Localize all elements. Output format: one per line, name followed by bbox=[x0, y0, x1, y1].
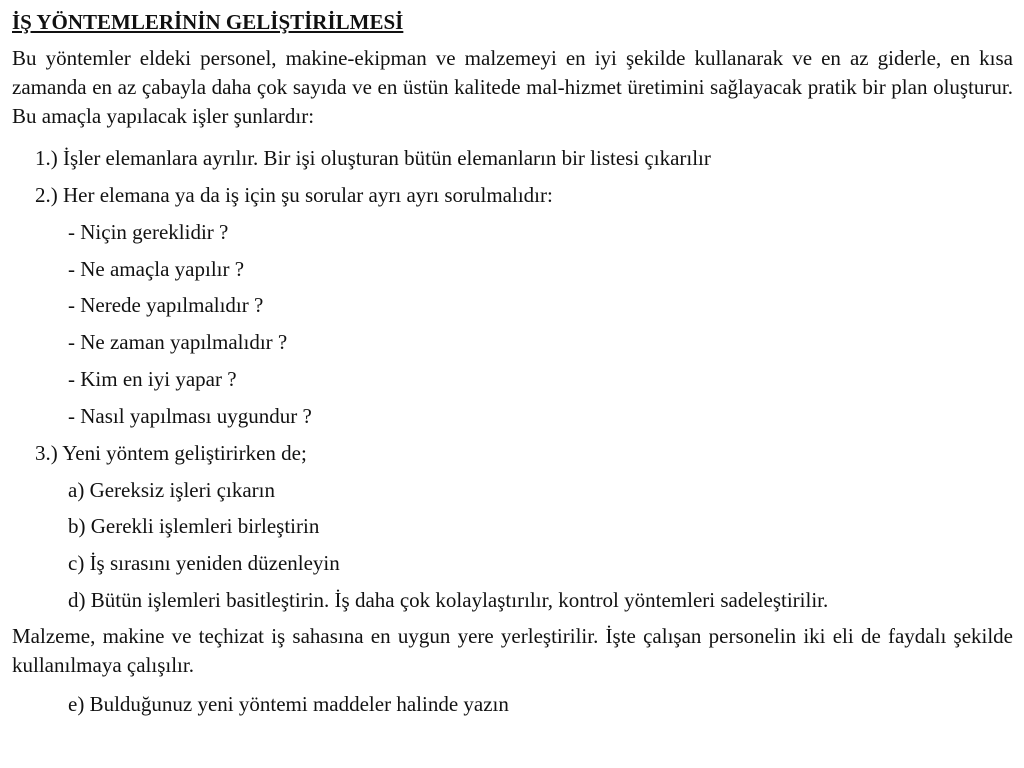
step-2: 2.) Her elemana ya da iş için şu sorular ayrı ayrı sorulmalıdır: bbox=[35, 183, 553, 207]
page-title: İŞ YÖNTEMLERİNİN GELİŞTİRİLMESİ bbox=[12, 10, 404, 34]
closing-paragraph: Malzeme, makine ve teçhizat iş sahasına en uygun yere yerleştirilir. İşte çalışan personelin iki eli de faydalı şekilde kullanılmaya çalışılır. bbox=[12, 624, 1013, 677]
sub-item: d) Bütün işlemleri basitleştirin. İş daha çok kolaylaştırılır, kontrol yöntemleri sadeleştirilir. bbox=[68, 588, 829, 612]
final-item: e) Bulduğunuz yeni yöntemi maddeler halinde yazın bbox=[68, 692, 509, 716]
question-item: - Ne zaman yapılmalıdır ? bbox=[68, 330, 288, 354]
step-3: 3.) Yeni yöntem geliştirirken de; bbox=[35, 441, 307, 465]
sub-item: b) Gerekli işlemleri birleştirin bbox=[68, 514, 320, 538]
step-1: 1.) İşler elemanlara ayrılır. Bir işi oluşturan bütün elemanların bir listesi çıkarılır bbox=[35, 146, 711, 170]
question-item: - Ne amaçla yapılır ? bbox=[68, 257, 245, 281]
sub-item: a) Gereksiz işleri çıkarın bbox=[68, 478, 275, 502]
question-item: - Niçin gereklidir ? bbox=[68, 220, 229, 244]
question-item: - Nerede yapılmalıdır ? bbox=[68, 293, 264, 317]
intro-paragraph: Bu yöntemler eldeki personel, makine-ekipman ve malzemeyi en iyi şekilde kullanarak ve en az giderle, en kısa zamanda en az çabayla daha çok sayıda ve en üstün kalitede mal-hizmet üretimini sağlayacak pratik bir plan oluşturur. Bu amaçla yapılacak işler şunlardır: bbox=[12, 46, 1013, 128]
sub-item: c) İş sırasını yeniden düzenleyin bbox=[68, 551, 340, 575]
question-item: - Nasıl yapılması uygundur ? bbox=[68, 404, 312, 428]
question-item: - Kim en iyi yapar ? bbox=[68, 367, 237, 391]
